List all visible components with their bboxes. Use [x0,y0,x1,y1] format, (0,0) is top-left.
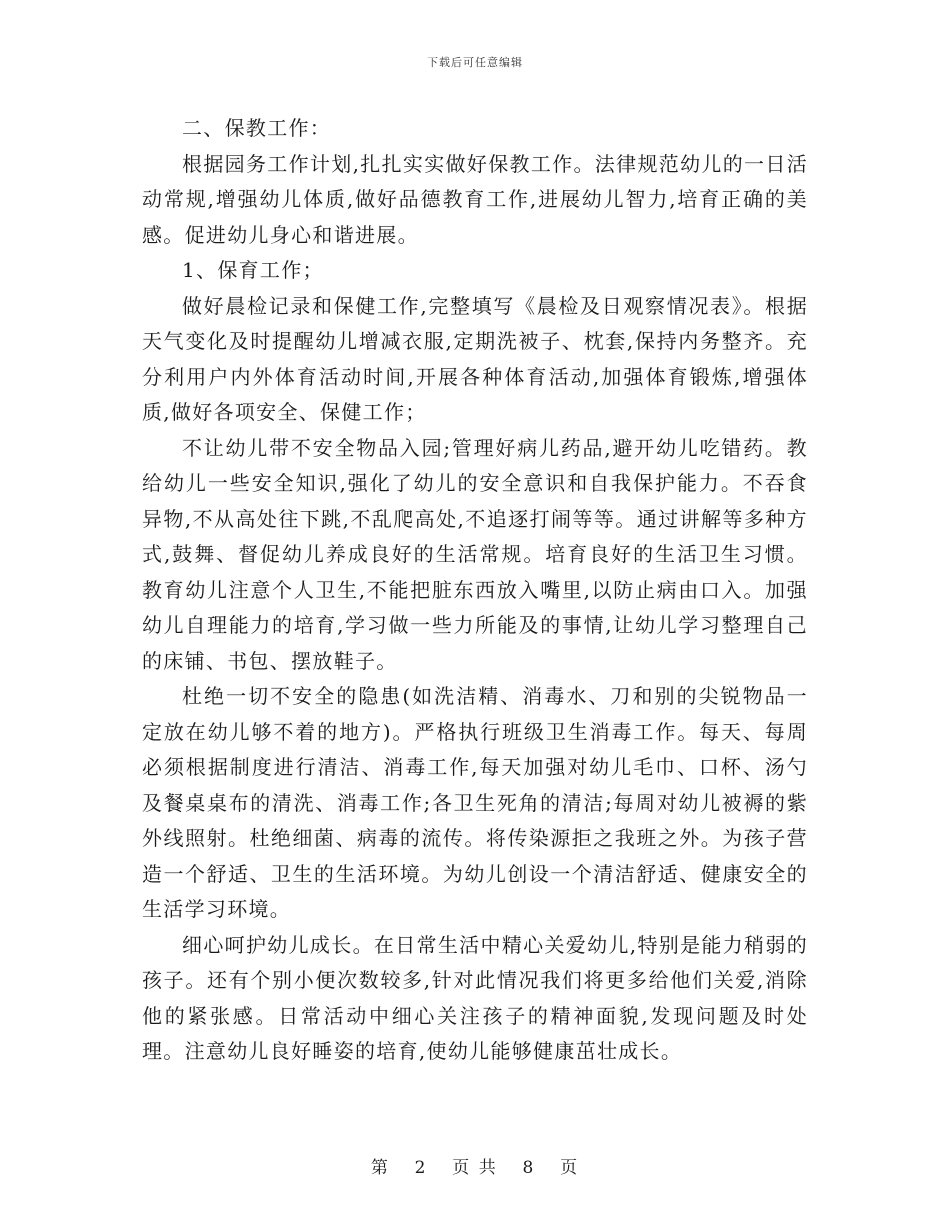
section-heading: 二、保教工作： [182,116,332,140]
header-note: 下载后可任意编辑 [427,56,523,69]
current-page-number: 2 [414,1158,428,1178]
body-paragraph: 根据园务工作计划,扎扎实实做好保教工作。法律规范幼儿的一日活动常规,增强幼儿体质,做好品德教育工作,进展幼儿智力,培育正确的美感。促进幼儿身心和谐进展。 [142,151,808,247]
body-paragraph: 不让幼儿带不安全物品入园;管理好病儿药品,避开幼儿吃错药。教给幼儿一些安全知识,强化了幼儿的安全意识和自我保护能力。不吞食异物,不从高处往下跳,不乱爬高处,不追逐打闹等等。通过讲解等多种方式,鼓舞、督促幼儿养成良好的生活常规。培育良好的生活卫生习惯。教育幼儿注意个人卫生,不能把脏东西放入嘴里,以防止病由口入。加强幼儿自理能力的培育,学习做一些力所能及的事情,让幼儿学习整理自己的床铺、书包、摆放鞋子。 [142,435,808,673]
body-paragraph: 杜绝一切不安全的隐患(如洗洁精、消毒水、刀和别的尖锐物品一定放在幼儿够不着的地方)。严格执行班级卫生消毒工作。每天、每周必须根据制度进行清洁、消毒工作,每天加强对幼儿毛巾、口杯、汤勺及餐桌桌布的清洗、消毒工作;各卫生死角的清洁;每周对幼儿被褥的紫外线照射。杜绝细菌、病毒的流传。将传染源拒之我班之外。为孩子营造一个舒适、卫生的生活环境。为幼儿创设一个清洁舒适、健康安全的生活学习环境。 [142,684,808,921]
body-paragraph: 细心呵护幼儿成长。在日常生活中精心关爱幼儿,特别是能力稍弱的孩子。还有个别小便次数较多,针对此情况我们将更多给他们关爱,消除他的紧张感。日常活动中细心关注孩子的精神面貌,发现问题及时处理。注意幼儿良好睡姿的培育,使幼儿能够健康茁壮成长。 [142,932,808,1063]
page-footer [0,1153,950,1178]
body-paragraph: 做好晨检记录和保健工作,完整填写《晨检及日观察情况表》。根据天气变化及时提醒幼儿增减衣服,定期洗被子、枕套,保持内务整齐。充分利用户内外体育活动时间,开展各种体育活动,加强体育锻炼,增强体质,做好各项安全、保健工作； [142,293,808,424]
total-pages-number: 8 [522,1158,536,1178]
document-body [142,111,808,1070]
footer-suffix: 页 [560,1158,580,1178]
subsection-heading: 1、保育工作； [182,258,324,282]
footer-middle: 页 共 [452,1158,498,1178]
footer-prefix: 第 [370,1158,390,1178]
